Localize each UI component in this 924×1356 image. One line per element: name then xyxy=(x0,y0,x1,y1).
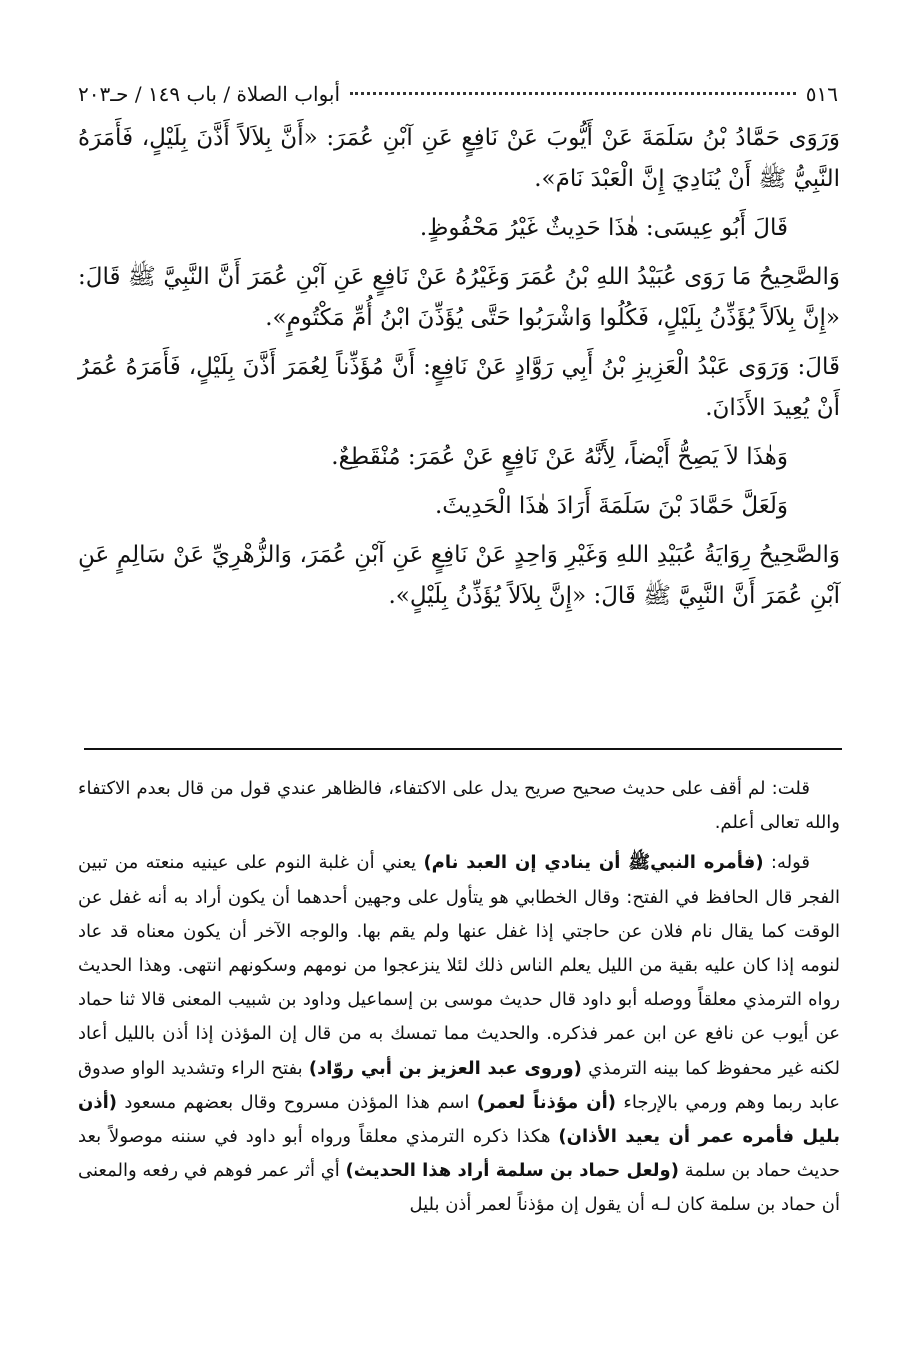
commentary-paragraph: قلت: لم أقف على حديث صحيح صريح يدل على الاكتفاء، فالظاهر عندي قول من قال بعدم الاكتفاء والله تعالى أعلم. xyxy=(78,778,840,834)
page-header xyxy=(78,82,838,114)
quoted-phrase: (أذن بليل فأمره عمر أن يعيد الأذان) xyxy=(78,1091,840,1148)
quoted-phrase: (ولعل حماد بن سلمة أراد هذا الحديث) xyxy=(345,1160,679,1182)
hadith-paragraph: وَلَعَلَّ حَمَّادَ بْنَ سَلَمَةَ أَرَادَ هٰذَا الْحَدِيثَ. xyxy=(434,493,788,519)
hadith-paragraph: قَالَ أَبُو عِيسَى: هٰذَا حَدِيثٌ غَيْرُ مَحْفُوظٍ. xyxy=(419,215,788,241)
commentary-text: هكذا ذكره الترمذي معلقاً ورواه أبو داود في سننه موصولاً بعد حديث حماد بن سلمة xyxy=(78,1126,840,1182)
quoted-phrase: (وروى عبد العزيز بن أبي روّاد) xyxy=(308,1057,582,1079)
running-title: أبواب الصلاة / باب ١٤٩ / حـ٢٠٣ xyxy=(78,82,341,106)
commentary xyxy=(78,772,840,1229)
hadith-paragraph: قَالَ: وَرَوَى عَبْدُ الْعَزِيزِ بْنُ أَبِي رَوَّادٍ عَنْ نَافِعٍ: أَنَّ مُؤَذِّناً لِعُمَرَ أَذَّنَ بِلَيْلٍ، فَأَمَرَهُ عُمَرُ أَنْ يُعِيدَ الأَذَانَ. xyxy=(78,354,840,421)
hadith-paragraph: وَالصَّحِيحُ رِوَايَةُ عُبَيْدِ اللهِ وَغَيْرِ وَاحِدٍ عَنْ نَافِعٍ عَنِ آبْنِ عُمَرَ، وَالزُّهْرِيِّ عَنْ سَالِمٍ عَنِ آبْنِ عُمَرَ أَنَّ النَّبِيَّ ﷺ قَالَ: «إِنَّ بِلاَلاً يُؤَذِّنُ بِلَيْلٍ». xyxy=(78,542,840,609)
commentary-text: بفتح الراء وتشديد الواو صدوق عابد ربما وهم ورمي بالإرجاء xyxy=(78,1057,841,1113)
commentary-text: قوله: xyxy=(763,852,810,874)
commentary-text: يعني أن غلبة النوم على عينيه منعته من تبين الفجر قال الحافظ في الفتح: وقال الخطابي هو يتأول على وجهين أحدهما أن يكون أراد به أنه غفل عن الوقت كما يقال نام فلان عن حاجتي إذا غفل عنها ولم يقم بها. والوجه الآخر أن يكون معناه قد عاد لنومه إذا كان عليه بقية من الليل يعلم الناس ذلك لئلا ينزعجوا من نومهم وسكونهم انتهى. وهذا الحديث رواه الترمذي معلقاً ووصله أبو داود قال حديث موسى بن إسماعيل وداود بن شبيب المعنى قالا ثنا حماد عن أيوب عن نافع عن ابن عمر فذكره. والحديث مما تمسك به من قال إن المؤذن إذا أذن بالليل أعاد لكنه غير محفوظ كما بينه الترمذي xyxy=(78,852,840,1079)
header-dotted-leader xyxy=(350,91,796,95)
commentary-paragraph xyxy=(78,846,840,1222)
hadith-paragraph: وَهٰذَا لاَ يَصِحُّ أَيْضاً، لِأَنَّهُ عَنْ نَافِعٍ عَنْ عُمَرَ: مُنْقَطِعٌ. xyxy=(331,444,788,470)
quoted-phrase: (أن مؤذناً لعمر) xyxy=(476,1091,616,1113)
hadith-text xyxy=(78,118,840,625)
hadith-paragraph: وَرَوَى حَمَّادُ بْنُ سَلَمَةَ عَنْ أَيُّوبَ عَنْ نَافِعٍ عَنِ آبْنِ عُمَرَ: «أَنَّ بِلاَلاً أَذَّنَ بِلَيْلٍ، فَأَمَرَهُ النَّبِيُّ ﷺ أَنْ يُنَادِيَ إِنَّ الْعَبْدَ نَامَ». xyxy=(78,125,840,192)
hadith-paragraph: وَالصَّحِيحُ مَا رَوَى عُبَيْدُ اللهِ بْنُ عُمَرَ وَغَيْرُهُ عَنْ نَافِعٍ عَنِ آبْنِ عُمَرَ أَنَّ النَّبِيَّ ﷺ قَالَ: «إِنَّ بِلاَلاً يُؤَذِّنُ بِلَيْلٍ، فَكُلُوا وَاشْرَبُوا حَتَّى يُؤَذِّنَ ابْنُ أُمِّ مَكْتُومٍ». xyxy=(78,264,840,331)
commentary-text: اسم هذا المؤذن مسروح وقال بعضهم مسعود xyxy=(117,1091,477,1113)
page-number: ٥١٦ xyxy=(805,82,838,106)
quoted-phrase: (فأمره النبيﷺ أن ينادي إن العبد نام) xyxy=(423,852,764,874)
footnote-divider xyxy=(84,748,842,750)
commentary-text: أي أثر عمر فوهم في رفعه والمعنى أن حماد بن سلمة كان لـه أن يقول إن مؤذناً لعمر أذن بليل xyxy=(78,1160,840,1216)
